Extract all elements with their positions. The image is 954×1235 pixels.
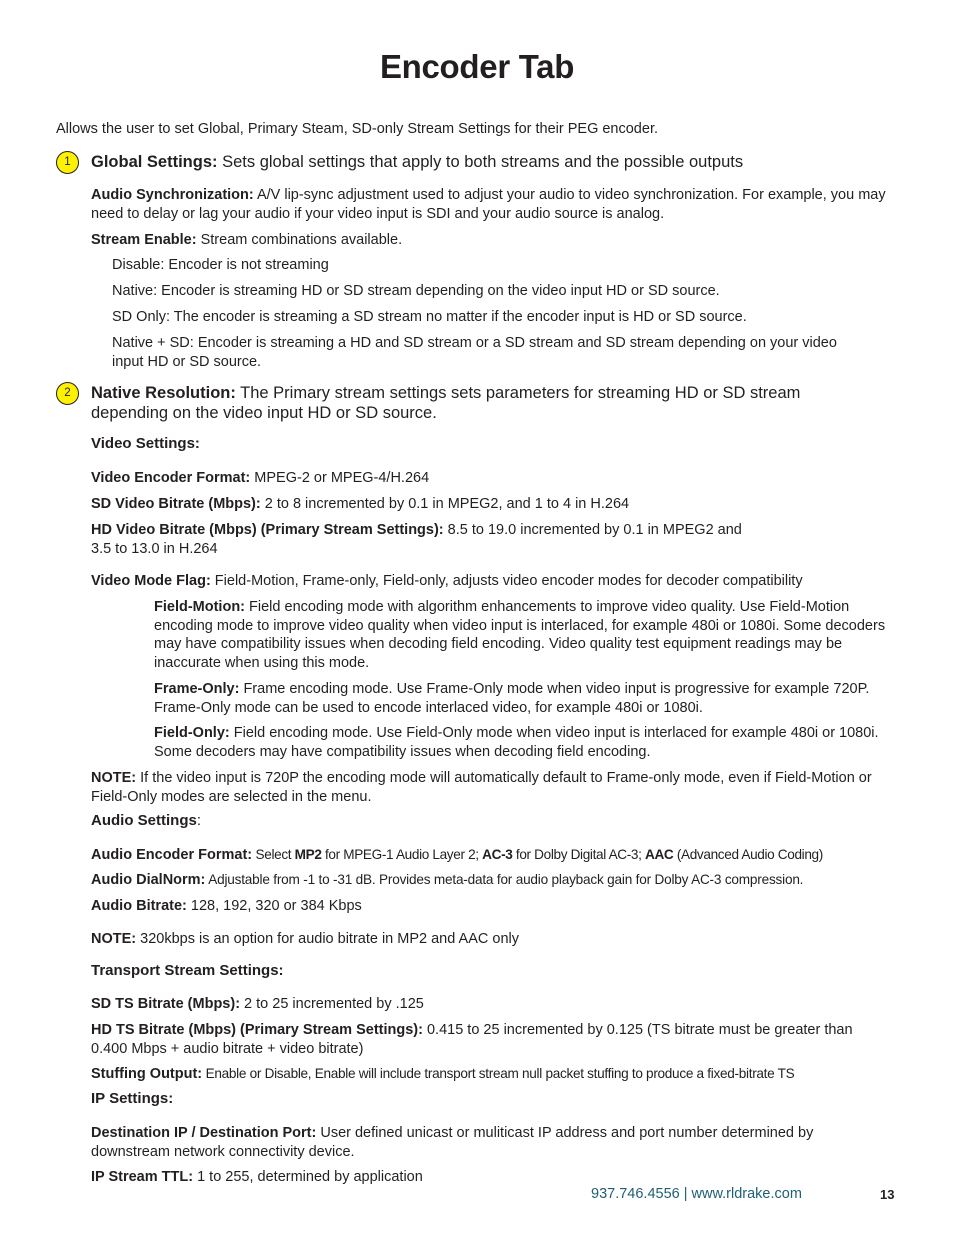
native-resolution-text: The Primary stream settings sets parameters for streaming HD or SD stream depending on the video input HD or SD source.: [91, 384, 801, 422]
adn-text: Adjustable from -1 to -31 dB. Provides meta-data for audio playback gain for Dolby AC-3 compression.: [205, 872, 804, 887]
aef-aac: AAC: [645, 847, 674, 862]
note-720p: [91, 769, 881, 806]
vef-text: MPEG-2 or MPEG-4/H.264: [250, 470, 430, 486]
vef-label: Video Encoder Format:: [91, 470, 251, 486]
hdvb-text-1: 8.5 to 19.0 incremented by 0.1 in MPEG2 and: [443, 522, 742, 538]
sdts-label: SD TS Bitrate (Mbps):: [91, 996, 241, 1012]
hd-ts-bitrate: [91, 1021, 891, 1058]
frame-only-paragraph: [154, 680, 902, 717]
ttl-text: 1 to 255, determined by application: [193, 1169, 423, 1185]
hdvb-text-2: 3.5 to 13.0 in H.264: [91, 540, 218, 557]
fm-label: Field-Motion:: [154, 599, 246, 615]
note1-text: If the video input is 720P the encoding mode will automatically default to Frame-only mode, even if Field-Motion or Field-Only modes are selected in the menu.: [91, 770, 872, 805]
field-only-paragraph: [154, 724, 902, 761]
stream-option-sd-only: SD Only: The encoder is streaming a SD stream no matter if the encoder input is HD or SD source.: [112, 309, 747, 325]
audio-sync-paragraph: [91, 186, 901, 223]
aef-mp2: MP2: [294, 847, 322, 862]
native-resolution-heading: [91, 384, 881, 423]
aef-ac3: AC-3: [482, 847, 513, 862]
fo-text: Frame encoding mode. Use Frame-Only mode when video input is progressive for example 720P. Frame-Only mode can be used to encode interlaced video, for example 480i or 1080i.: [154, 681, 870, 716]
so-label: Stuffing Output:: [91, 1066, 203, 1082]
dip-text: User defined unicast or muliticast IP address and port number determined by downstream network connectivity device.: [91, 1125, 814, 1160]
fo-label: Frame-Only:: [154, 681, 240, 697]
page-number: 13: [880, 1187, 895, 1202]
aef-t1: Select: [252, 847, 295, 862]
sdvb-label: SD Video Bitrate (Mbps):: [91, 496, 261, 512]
note-320kbps: [91, 930, 901, 949]
ip-settings-heading: IP Settings:: [91, 1090, 174, 1107]
aef-t4: (Advanced Audio Coding): [673, 847, 823, 862]
audio-settings-label: Audio Settings: [91, 812, 197, 829]
section-2-badge: 2: [56, 382, 79, 405]
global-settings-heading: [91, 153, 891, 173]
ab-text: 128, 192, 320 or 384 Kbps: [186, 898, 362, 914]
sdts-text: 2 to 25 incremented by .125: [240, 996, 424, 1012]
audio-sync-label: Audio Synchronization:: [91, 187, 254, 203]
aef-t2: for MPEG-1 Audio Layer 2;: [321, 847, 483, 862]
hdts-label: HD TS Bitrate (Mbps) (Primary Stream Settings):: [91, 1022, 423, 1038]
audio-encoder-format: [91, 846, 911, 865]
ab-label: Audio Bitrate:: [91, 898, 187, 914]
section-1-badge: 1: [56, 151, 79, 174]
note2-label: NOTE:: [91, 931, 137, 947]
note2-text: 320kbps is an option for audio bitrate in MP2 and AAC only: [136, 931, 519, 947]
aef-t3: for Dolby Digital AC-3;: [512, 847, 645, 862]
audio-dialnorm: [91, 871, 911, 890]
video-encoder-format: [91, 469, 901, 488]
audio-settings-heading: [91, 812, 201, 829]
video-settings-heading: Video Settings:: [91, 435, 200, 452]
transport-stream-heading: Transport Stream Settings:: [91, 962, 284, 979]
audio-sync-text: A/V lip-sync adjustment used to adjust your audio to video synchronization. For example, you may need to delay or lag your audio if your video input is SDI and your audio source is analog.: [91, 187, 886, 222]
intro-paragraph: Allows the user to set Global, Primary Steam, SD-only Stream Settings for their PEG encoder.: [56, 121, 658, 137]
note1-label: NOTE:: [91, 770, 137, 786]
global-settings-text: Sets global settings that apply to both streams and the possible outputs: [217, 153, 744, 171]
so-text: Enable or Disable, Enable will include transport stream null packet stuffing to produce a fixed-bitrate TS: [202, 1066, 795, 1081]
adn-label: Audio DialNorm:: [91, 872, 206, 888]
stream-enable-label: Stream Enable:: [91, 232, 197, 248]
vmf-text: Field-Motion, Frame-only, Field-only, adjusts video encoder modes for decoder compatibility: [210, 573, 803, 589]
fdo-label: Field-Only:: [154, 725, 230, 741]
field-motion-paragraph: [154, 598, 902, 672]
dip-label: Destination IP / Destination Port:: [91, 1125, 317, 1141]
stream-option-disable: Disable: Encoder is not streaming: [112, 257, 329, 273]
stream-option-native: Native: Encoder is streaming HD or SD stream depending on the video input HD or SD source.: [112, 283, 720, 299]
sd-video-bitrate: [91, 495, 901, 514]
native-resolution-label: Native Resolution:: [91, 384, 236, 402]
footer-contact: 937.746.4556 | www.rldrake.com: [591, 1186, 802, 1202]
sd-ts-bitrate: [91, 995, 901, 1014]
audio-settings-colon: :: [196, 812, 201, 829]
fm-text: Field encoding mode with algorithm enhancements to improve video quality. Use Field-Motion encoding mode to improve video quality when video input is interlaced, for example 480i or 1080i. Some decoders may have compatibility issues when decoding field encoding. Video quality test equipment readings may be inaccurate when using this mode.: [154, 599, 886, 671]
hd-video-bitrate: [91, 521, 901, 558]
sdvb-text: 2 to 8 incremented by 0.1 in MPEG2, and 1 to 4 in H.264: [260, 496, 630, 512]
aef-label: Audio Encoder Format:: [91, 847, 253, 863]
hdvb-label: HD Video Bitrate (Mbps) (Primary Stream Settings):: [91, 522, 444, 538]
fdo-text: Field encoding mode. Use Field-Only mode when video input is interlaced for example 480i or 1080i. Some decoders may have compatibility issues when decoding field encoding.: [154, 725, 879, 760]
ip-stream-ttl: [91, 1168, 901, 1187]
stream-enable-paragraph: [91, 231, 901, 250]
stream-option-native-sd: Native + SD: Encoder is streaming a HD and SD stream or a SD stream and SD stream depending on your video input HD or SD source.: [112, 335, 837, 370]
hdts-text: 0.415 to 25 incremented by 0.125 (TS bitrate must be greater than 0.400 Mbps + audio bitrate + video bitrate): [91, 1022, 853, 1057]
global-settings-label: Global Settings:: [91, 153, 218, 171]
stream-enable-text: Stream combinations available.: [196, 232, 403, 248]
ttl-label: IP Stream TTL:: [91, 1169, 194, 1185]
stuffing-output: [91, 1065, 911, 1084]
destination-ip-port: [91, 1124, 891, 1161]
page-title: Encoder Tab: [379, 48, 575, 85]
video-mode-flag: [91, 572, 901, 591]
vmf-label: Video Mode Flag:: [91, 573, 211, 589]
audio-bitrate: [91, 897, 901, 916]
